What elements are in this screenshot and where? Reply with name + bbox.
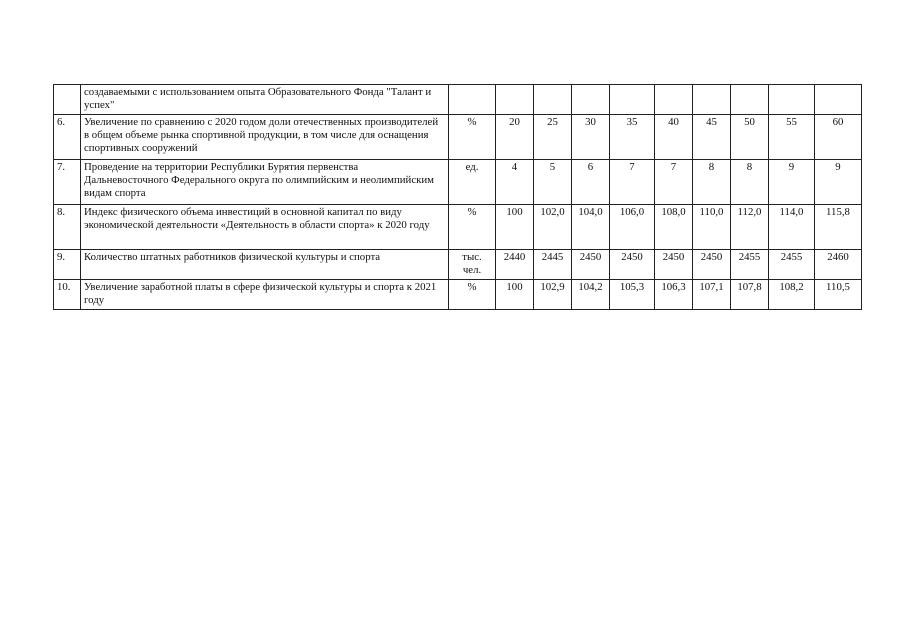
row-number: 6. [54,115,81,160]
unit-cell: ед. [449,160,496,205]
value-cell: 2450 [655,250,693,280]
indicator-name: Количество штатных работников физической культуры и спорта [81,250,449,280]
table-row [54,85,862,115]
value-cell: 107,1 [693,280,731,310]
value-cell: 100 [496,205,534,250]
indicator-name: Индекс физического объема инвестиций в основной капитал по виду экономической деятельности «Деятельность в области спорта» к 2020 году [81,205,449,250]
value-cell: 8 [693,160,731,205]
indicator-name: Увеличение заработной платы в сфере физической культуры и спорта к 2021 году [81,280,449,310]
value-cell [534,85,572,115]
table-row [54,250,862,280]
unit-cell: % [449,280,496,310]
value-cell: 60 [815,115,862,160]
unit-cell: тыс. чел. [449,250,496,280]
value-cell: 2445 [534,250,572,280]
value-cell: 45 [693,115,731,160]
row-number: 10. [54,280,81,310]
value-cell: 55 [769,115,815,160]
value-cell: 106,0 [610,205,655,250]
value-cell [496,85,534,115]
value-cell: 7 [610,160,655,205]
value-cell [815,85,862,115]
value-cell: 7 [655,160,693,205]
value-cell: 50 [731,115,769,160]
value-cell: 2450 [572,250,610,280]
table-row [54,160,862,205]
value-cell: 102,0 [534,205,572,250]
value-cell: 4 [496,160,534,205]
value-cell: 106,3 [655,280,693,310]
value-cell: 25 [534,115,572,160]
value-cell: 104,0 [572,205,610,250]
value-cell: 35 [610,115,655,160]
value-cell: 9 [815,160,862,205]
value-cell: 104,2 [572,280,610,310]
table-row [54,280,862,310]
value-cell: 112,0 [731,205,769,250]
value-cell: 2450 [610,250,655,280]
value-cell: 6 [572,160,610,205]
value-cell: 110,5 [815,280,862,310]
value-cell [769,85,815,115]
value-cell: 100 [496,280,534,310]
value-cell: 9 [769,160,815,205]
value-cell: 2455 [731,250,769,280]
value-cell: 8 [731,160,769,205]
value-cell: 40 [655,115,693,160]
row-number: 8. [54,205,81,250]
row-number: 9. [54,250,81,280]
value-cell: 107,8 [731,280,769,310]
indicator-name: Увеличение по сравнению с 2020 годом доли отечественных производителей в общем объеме рынка спортивной продукции, в том числе для оснащения спортивных сооружений [81,115,449,160]
value-cell [655,85,693,115]
value-cell: 108,0 [655,205,693,250]
value-cell [572,85,610,115]
indicator-name: Проведение на территории Республики Бурятия первенства Дальневосточного Федерального округа по олимпийским и неолимпийским видам спорта [81,160,449,205]
unit-cell [449,85,496,115]
indicators-table [53,84,862,310]
value-cell: 5 [534,160,572,205]
value-cell: 20 [496,115,534,160]
table-row [54,115,862,160]
value-cell [693,85,731,115]
value-cell: 105,3 [610,280,655,310]
value-cell: 2440 [496,250,534,280]
unit-cell: % [449,205,496,250]
row-number: 7. [54,160,81,205]
value-cell: 114,0 [769,205,815,250]
value-cell: 108,2 [769,280,815,310]
value-cell: 110,0 [693,205,731,250]
value-cell [610,85,655,115]
value-cell: 2450 [693,250,731,280]
value-cell: 30 [572,115,610,160]
value-cell: 102,9 [534,280,572,310]
table-row [54,205,862,250]
value-cell [731,85,769,115]
unit-cell: % [449,115,496,160]
indicator-name: создаваемыми с использованием опыта Образовательного Фонда "Талант и успех" [81,85,449,115]
row-number [54,85,81,115]
value-cell: 2460 [815,250,862,280]
value-cell: 2455 [769,250,815,280]
value-cell: 115,8 [815,205,862,250]
